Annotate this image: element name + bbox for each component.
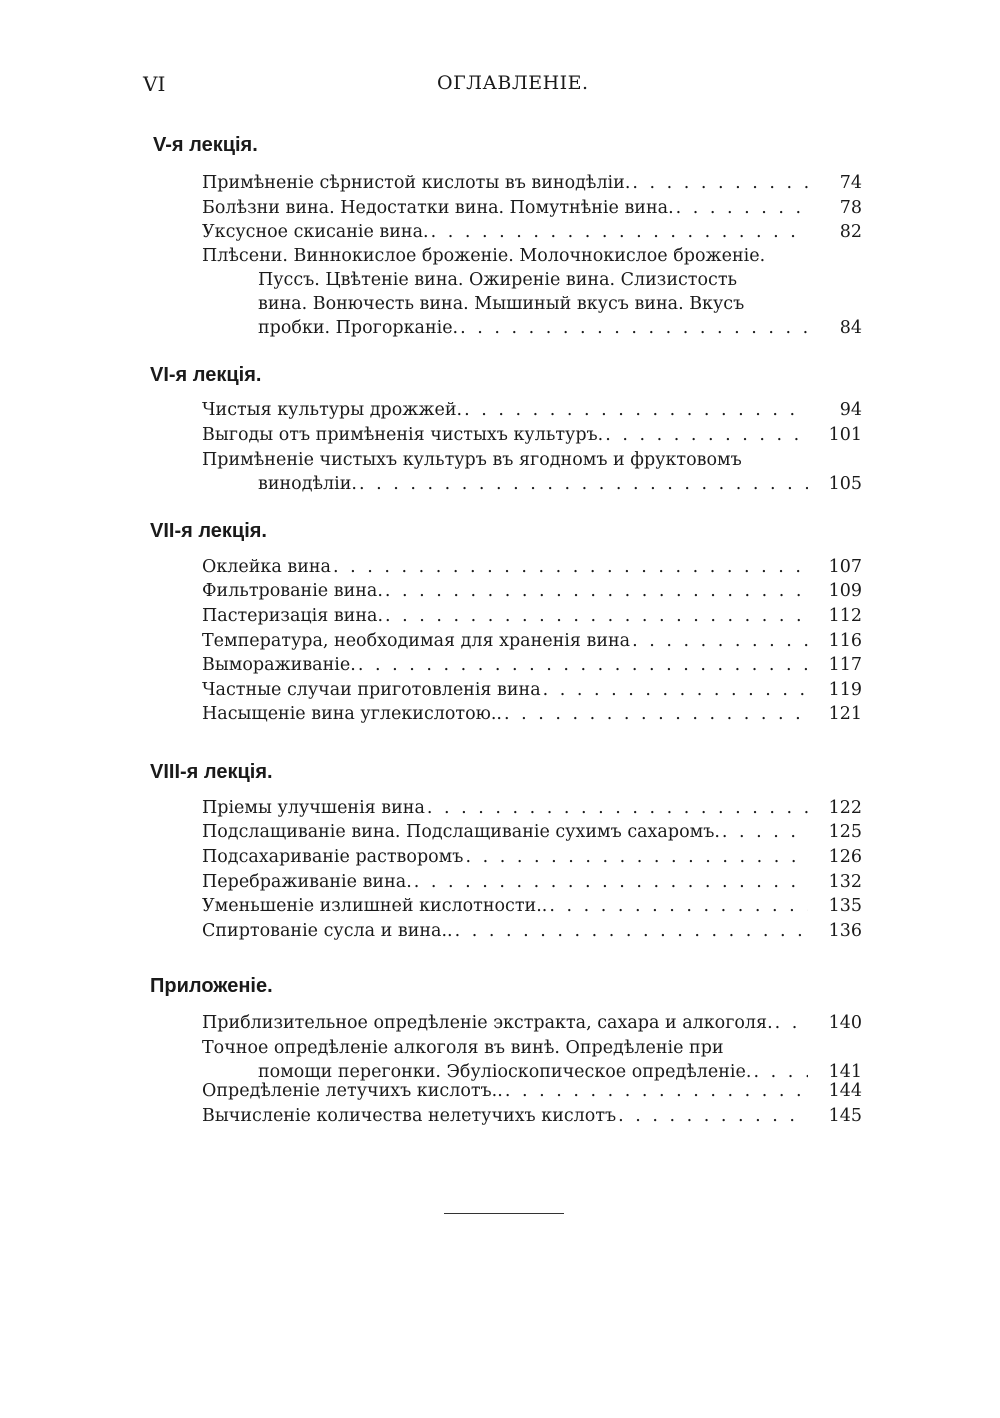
entry-text: Уксусное скисаніе вина.: [202, 222, 429, 242]
entry-text: Насыщеніе вина углекислотою..: [202, 704, 502, 724]
entry-page: 107: [828, 557, 862, 577]
entry-page: 135: [828, 896, 862, 916]
entry-page: 94: [839, 400, 862, 420]
toc-entry: [202, 171, 862, 195]
section-heading-appendix: Приложеніе.: [150, 975, 273, 997]
entry-text: винодѣліи.: [258, 474, 357, 494]
toc-entry: [202, 220, 862, 244]
entry-page: 132: [828, 872, 862, 892]
entry-page: 74: [839, 173, 862, 193]
entry-page: 112: [828, 606, 862, 626]
toc-entry: [202, 796, 862, 820]
entry-text: Чистыя культуры дрожжей.: [202, 400, 463, 420]
entry-page: 116: [828, 631, 862, 651]
page-title: ОГЛАВЛЕНІЕ.: [437, 72, 589, 94]
entry-text: Перебраживаніе вина.: [202, 872, 412, 892]
section-heading-vi: VI-я лекція.: [150, 364, 262, 386]
entry-text: Болѣзни вина. Недостатки вина. Помутнѣніе вина.: [202, 198, 674, 218]
toc-entry: [202, 702, 862, 726]
entry-page: 119: [828, 680, 862, 700]
toc-entry: [202, 629, 862, 653]
entry-text: Оклейка вина: [202, 557, 331, 577]
toc-entry: [202, 1079, 862, 1103]
entry-page: 141: [828, 1062, 862, 1082]
section-heading-v: V-я лекція.: [153, 134, 258, 156]
toc-entry: [202, 398, 862, 422]
entry-text: Подслащиваніе вина. Подслащиваніе сухимъ сахаромъ.: [202, 822, 720, 842]
toc-entry: [202, 820, 862, 844]
entry-page: 136: [828, 921, 862, 941]
toc-entry: [202, 870, 862, 894]
entry-page: 121: [828, 704, 862, 724]
entry-text: Пастеризація вина.: [202, 606, 384, 626]
entry-page: 101: [828, 425, 862, 445]
entry-text: Вычисленіе количества нелетучихъ кислотъ: [202, 1106, 617, 1126]
toc-entry: [202, 555, 862, 579]
entry-text: Подсахариваніе растворомъ: [202, 847, 464, 867]
entry-page: 82: [839, 222, 862, 242]
entry-page: 109: [828, 581, 862, 601]
entry-text: Опредѣленіе летучихъ кислотъ..: [202, 1081, 503, 1101]
entry-text: Выгоды отъ примѣненія чистыхъ культуръ.: [202, 425, 604, 445]
entry-text: Пуссъ. Цвѣтеніе вина. Ожиреніе вина. Слизистость: [258, 270, 738, 290]
entry-text: помощи перегонки. Эбуліоскопическое опредѣленіе.: [258, 1062, 752, 1082]
entry-text: Спиртованіе сусла и вина..: [202, 921, 453, 941]
toc-entry: [202, 423, 862, 447]
entry-text: Плѣсени. Виннокислое броженіе. Молочнокислое броженіе.: [202, 246, 766, 266]
entry-page: 117: [828, 655, 862, 675]
entry-text: Приблизительное опредѣленіе экстракта, сахара и алкоголя.: [202, 1013, 773, 1033]
toc-entry: [202, 1011, 862, 1035]
entry-page: 84: [839, 318, 862, 338]
toc-entry: [202, 604, 862, 628]
entry-text: Точное опредѣленіе алкоголя въ винѣ. Опредѣленіе при: [202, 1038, 724, 1058]
toc-entry: [202, 244, 862, 340]
entry-text: Примѣненіе чистыхъ культуръ въ ягодномъ и фруктовомъ: [202, 450, 742, 470]
toc-entry: [202, 579, 862, 603]
page-number-roman: VI: [143, 72, 166, 96]
toc-entry: [202, 196, 862, 220]
toc-entry: [202, 919, 862, 943]
entry-text: Уменьшеніе излишней кислотности..: [202, 896, 548, 916]
entry-page: 144: [828, 1081, 862, 1101]
entry-text: Частные случаи приготовленія вина: [202, 680, 541, 700]
entry-text: Вымораживаніе.: [202, 655, 356, 675]
toc-entry: [202, 678, 862, 702]
entry-page: 78: [839, 198, 862, 218]
entry-page: 126: [828, 847, 862, 867]
entry-text: пробки. Прогорканіе.: [258, 318, 459, 338]
closing-rule: [444, 1213, 564, 1214]
entry-text: Примѣненіе сѣрнистой кислоты въ винодѣліи.: [202, 173, 631, 193]
toc-entry: [202, 1036, 862, 1084]
section-heading-viii: VIII-я лекція.: [150, 761, 273, 783]
entry-page: 125: [828, 822, 862, 842]
section-heading-vii: VII-я лекція.: [150, 520, 267, 542]
entry-page: 105: [828, 474, 862, 494]
entry-page: 122: [828, 798, 862, 818]
toc-entry: [202, 1104, 862, 1128]
entry-text: Фильтрованіе вина.: [202, 581, 383, 601]
toc-entry: [202, 894, 862, 918]
toc-entry: [202, 448, 862, 496]
entry-text: вина. Вонючесть вина. Мышиный вкусъ вина. Вкусъ: [258, 294, 745, 314]
toc-entry: [202, 653, 862, 677]
entry-page: 140: [828, 1013, 862, 1033]
toc-entry: [202, 845, 862, 869]
entry-text: Температура, необходимая для храненія вина: [202, 631, 631, 651]
entry-text: Пріемы улучшенія вина: [202, 798, 425, 818]
entry-page: 145: [828, 1106, 862, 1126]
